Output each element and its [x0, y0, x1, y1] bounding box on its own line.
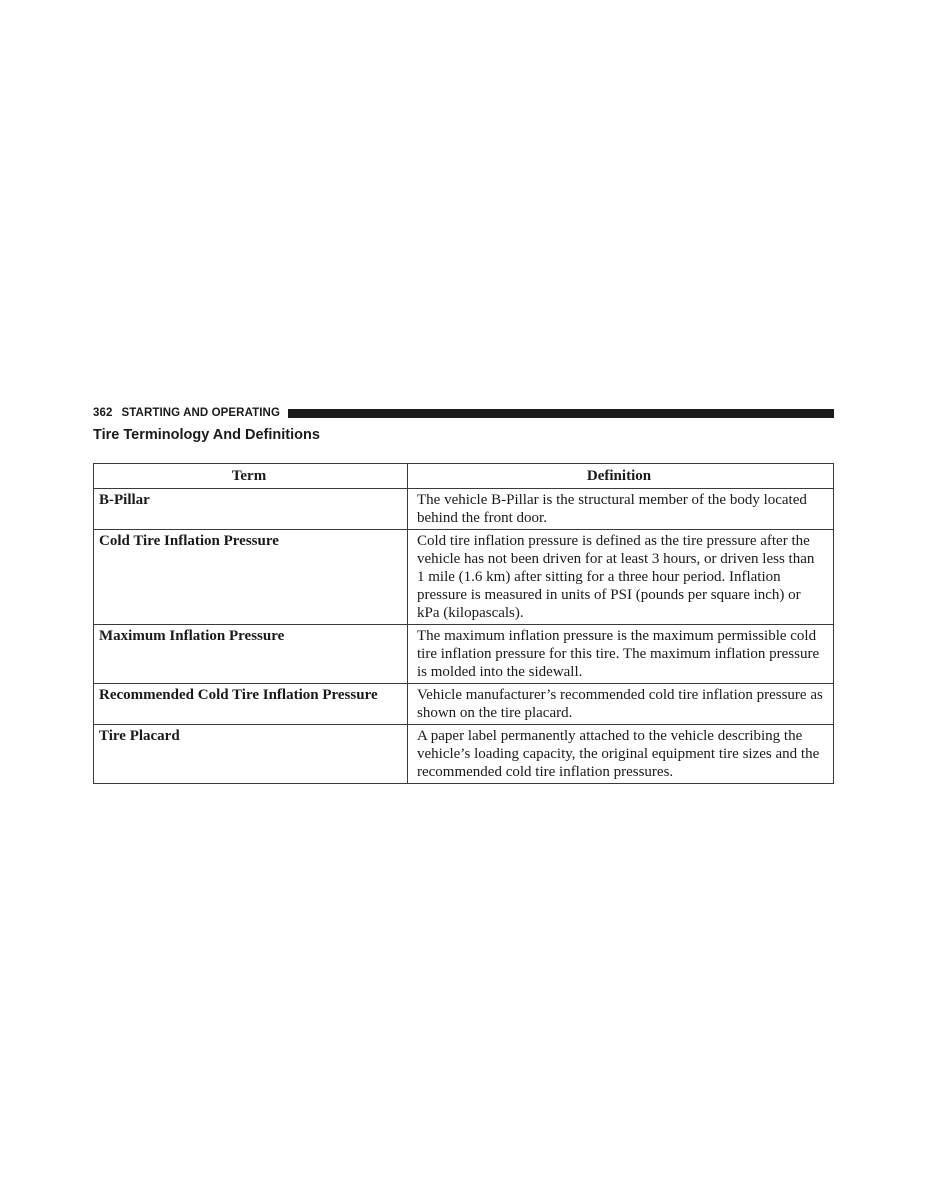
table-row	[94, 625, 834, 684]
term-cell: Recommended Cold Tire Inflation Pressure	[94, 684, 408, 725]
definition-cell: Cold tire inflation pressure is defined as the tire pressure after the vehicle has not been driven for at least 3 hours, or driven less than 1 mile (1.6 km) after sitting for a three hour period. Inflation pressure is measured in units of PSI (pounds per square inch) or kPa (kilopascals).	[408, 530, 834, 625]
term-cell: Maximum Inflation Pressure	[94, 625, 408, 684]
table-header-row	[94, 464, 834, 489]
table-row	[94, 489, 834, 530]
page-title: Tire Terminology And Definitions	[93, 427, 320, 443]
table-row	[94, 725, 834, 784]
term-cell: B-Pillar	[94, 489, 408, 530]
column-header-definition: Definition	[408, 464, 834, 489]
page-number: 362	[93, 407, 113, 419]
term-cell: Cold Tire Inflation Pressure	[94, 530, 408, 625]
column-header-term: Term	[94, 464, 408, 489]
section-title: STARTING AND OPERATING	[121, 407, 281, 419]
page-header	[93, 404, 834, 422]
definition-cell: Vehicle manufacturer’s recommended cold tire inflation pressure as shown on the tire placard.	[408, 684, 834, 725]
term-cell: Tire Placard	[94, 725, 408, 784]
table-row	[94, 530, 834, 625]
definition-cell: The vehicle B-Pillar is the structural member of the body located behind the front door.	[408, 489, 834, 530]
definition-cell: A paper label permanently attached to the vehicle describing the vehicle’s loading capacity, the original equipment tire sizes and the recommended cold tire inflation pressures.	[408, 725, 834, 784]
table-row	[94, 684, 834, 725]
terminology-table	[93, 463, 834, 784]
header-rule	[288, 409, 834, 418]
definition-cell: The maximum inflation pressure is the maximum permissible cold tire inflation pressure for this tire. The maximum inflation pressure is molded into the sidewall.	[408, 625, 834, 684]
